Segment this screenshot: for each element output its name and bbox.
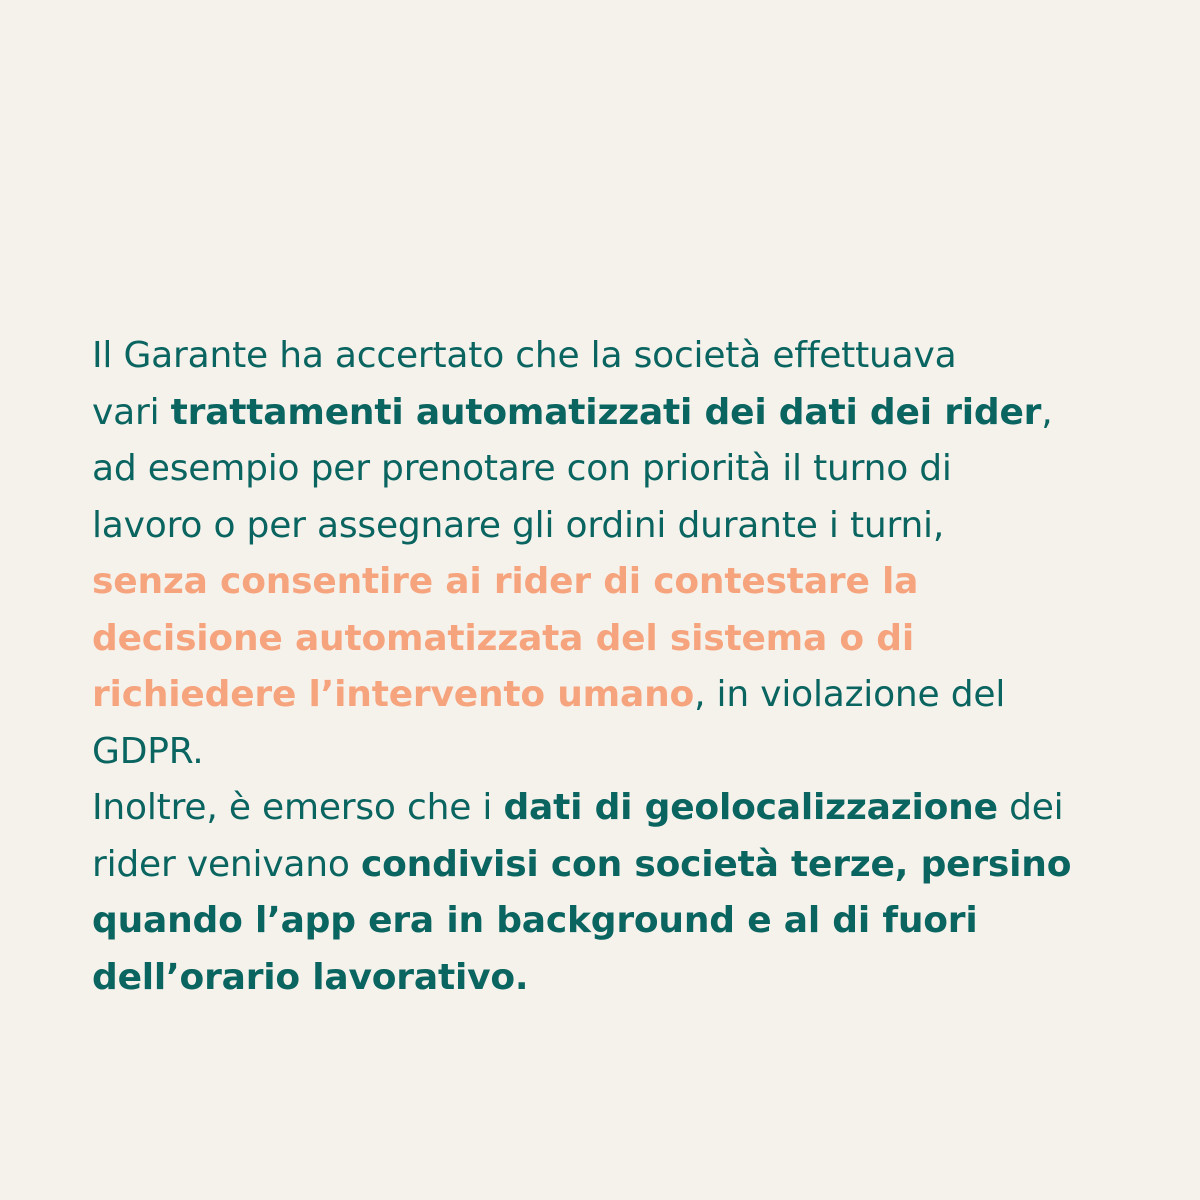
text-line <box>92 724 1132 781</box>
text-segment: , <box>1041 391 1053 433</box>
text-line <box>92 611 1132 668</box>
text-segment: ad esempio per prenotare con priorità il turno di <box>92 448 952 489</box>
text-line <box>92 780 1132 837</box>
text-segment: GDPR. <box>92 730 204 772</box>
text-line <box>92 498 1132 555</box>
text-line <box>92 667 1132 724</box>
text-segment: vari <box>92 391 171 433</box>
text-segment: Il Garante ha accertato che la società effettuava <box>92 335 957 376</box>
text-line <box>92 554 1132 611</box>
text-segment: Inoltre, è emerso che i <box>92 787 504 828</box>
bold-highlight: quando l’app era in background e al di fuori <box>92 900 978 941</box>
bold-highlight: condivisi con società terze, persino <box>360 843 1072 885</box>
text-segment: dei <box>997 787 1064 828</box>
body-text <box>92 328 1132 1006</box>
text-line <box>92 837 1132 894</box>
text-segment: rider venivano <box>92 843 361 885</box>
text-line <box>92 893 1132 950</box>
bold-highlight: dell’orario lavorativo. <box>92 956 529 998</box>
orange-highlight: richiedere l’intervento umano <box>92 674 695 715</box>
text-line <box>92 441 1132 498</box>
text-line <box>92 385 1132 442</box>
bold-highlight: dati di geolocalizzazione <box>503 787 998 828</box>
orange-highlight: senza consentire ai rider di contestare la <box>92 561 919 602</box>
text-line <box>92 950 1132 1007</box>
text-segment: , in violazione del <box>694 674 1006 715</box>
bold-highlight: trattamenti automatizzati dei dati dei rider <box>170 391 1042 433</box>
orange-highlight: decisione automatizzata del sistema o di <box>92 617 914 659</box>
text-line <box>92 328 1132 385</box>
text-segment: lavoro o per assegnare gli ordini durante i turni, <box>92 504 945 546</box>
